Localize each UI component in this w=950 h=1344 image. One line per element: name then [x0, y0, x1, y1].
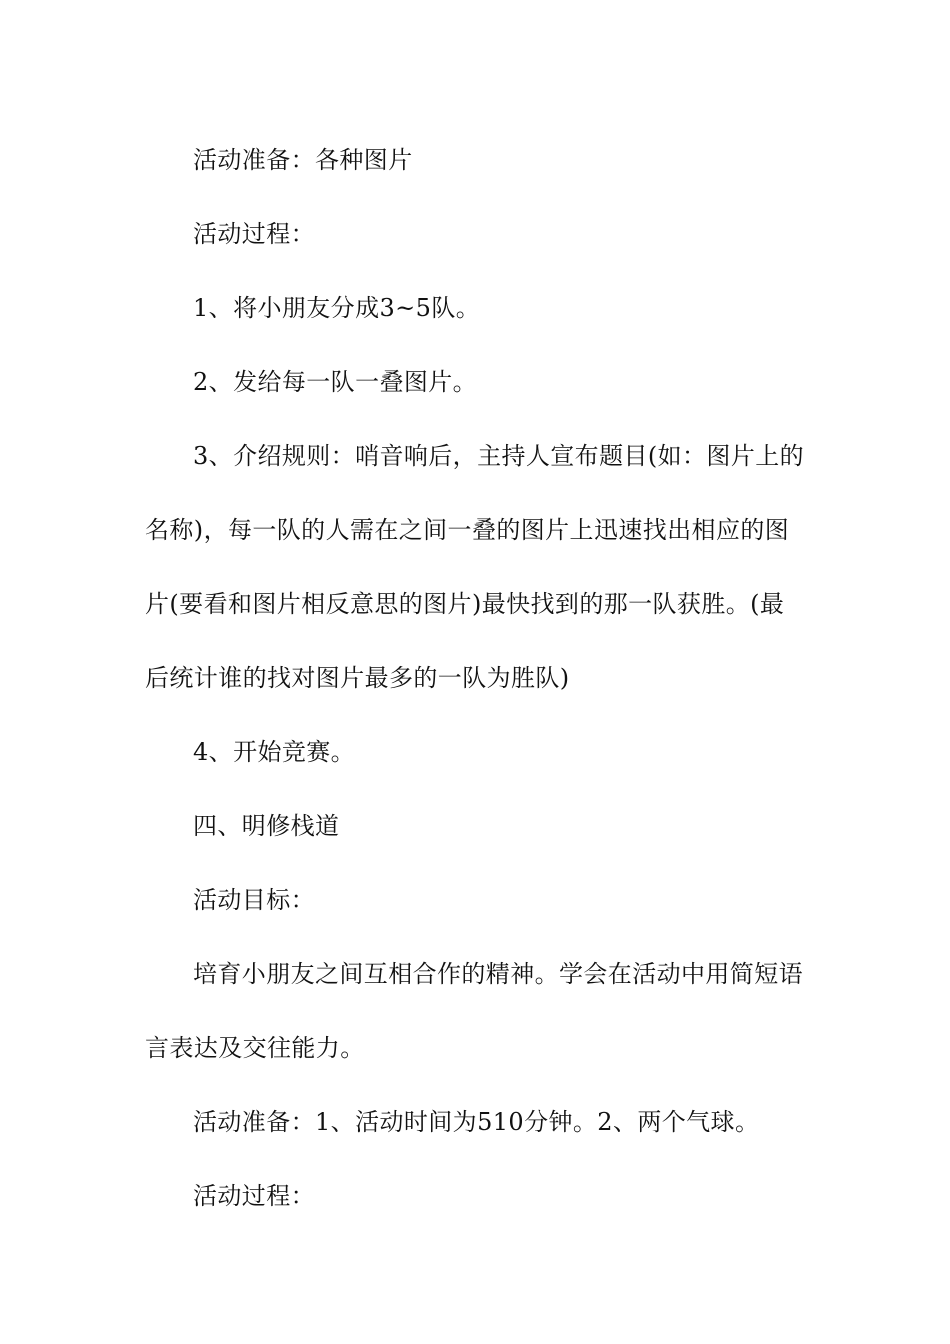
paragraph-goal-label: 活动目标： — [193, 886, 315, 914]
paragraph-process-2: 活动过程： — [193, 1182, 315, 1210]
document-body — [145, 123, 807, 1233]
paragraph-step-2: 2、发给每一队一叠图片。 — [193, 368, 478, 396]
paragraph-process-1: 活动过程： — [193, 220, 315, 248]
paragraph-goal-text: 培育小朋友之间互相合作的精神。学会在活动中用简短语言表达及交往能力。 — [145, 960, 803, 1062]
paragraph-step-1: 1、将小朋友分成3~5队。 — [193, 294, 481, 322]
paragraph-prep-1: 活动准备：各种图片 — [193, 146, 413, 174]
paragraph-step-4: 4、开始竞赛。 — [193, 738, 356, 766]
paragraph-prep-2: 活动准备：1、活动时间为510分钟。2、两个气球。 — [193, 1108, 760, 1136]
section-heading: 四、明修栈道 — [193, 812, 340, 840]
paragraph-step-3: 3、介绍规则：哨音响后，主持人宣布题目(如：图片上的名称)，每一队的人需在之间一叠的图片上迅速找出相应的图片(要看和图片相反意思的图片)最快找到的那一队获胜。(最后统计谁的找对图片最多的一队为胜队) — [145, 442, 805, 692]
